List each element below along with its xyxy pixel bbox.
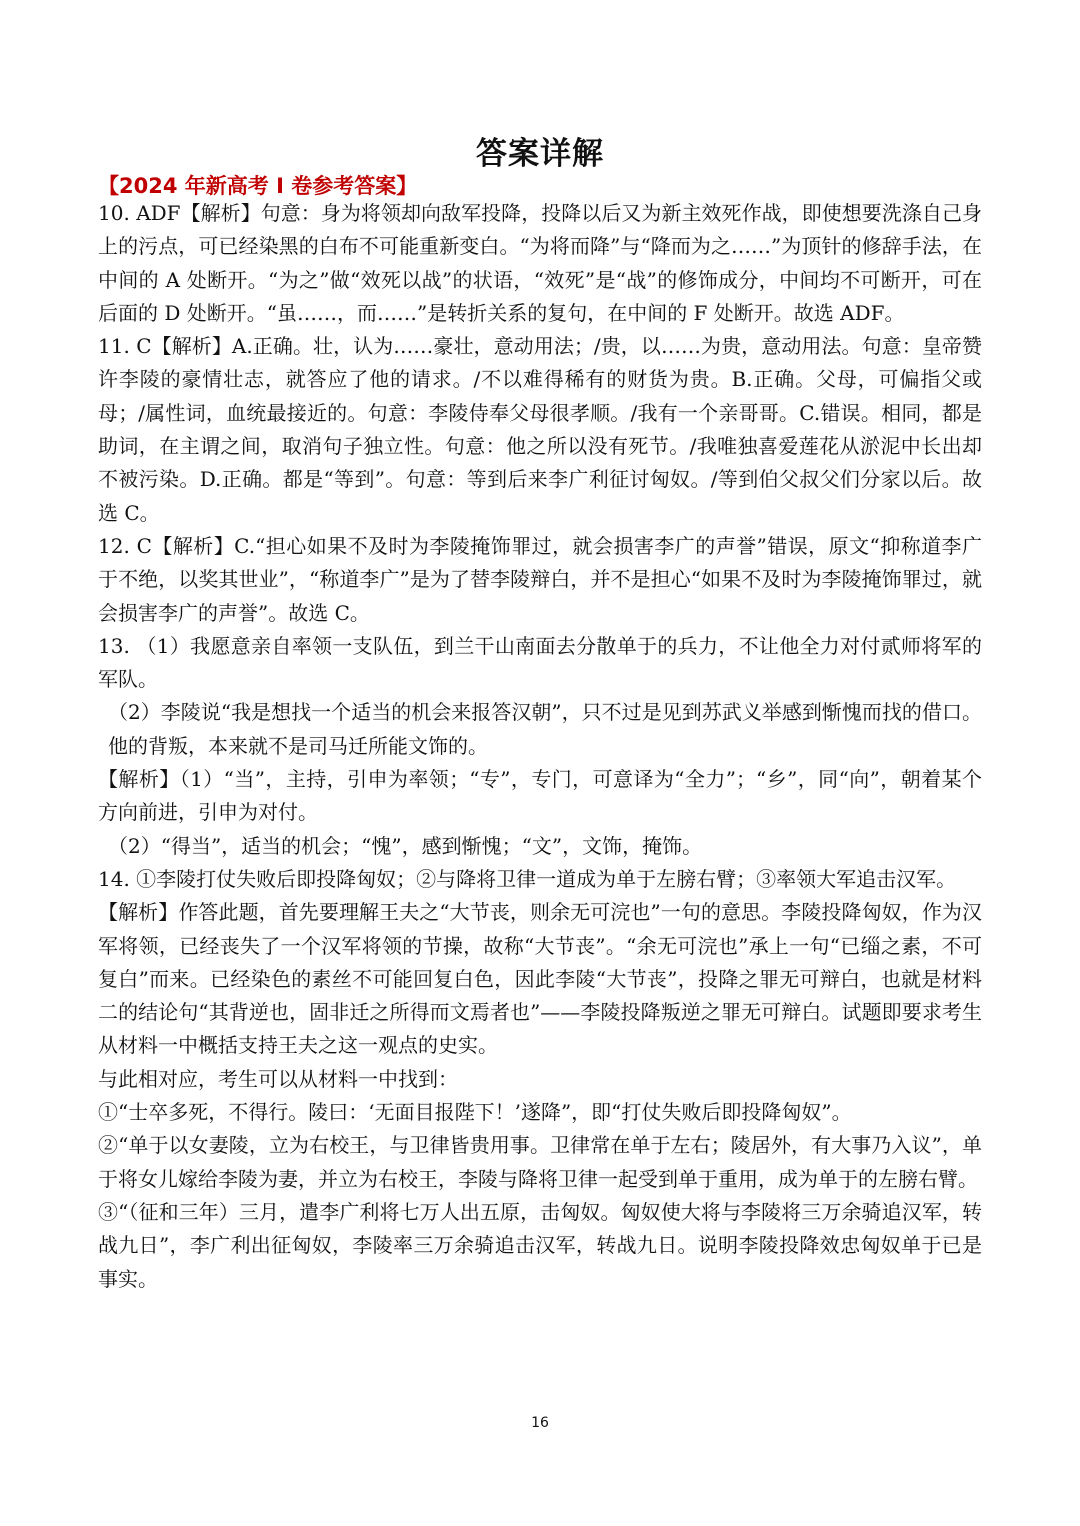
answer-14-point-2: ②“单于以女妻陵，立为右校王，与卫律皆贵用事。卫律常在单于左右；陵居外，有大事乃入议”，单于将女儿嫁给李陵为妻，并立为右校王，李陵与降将卫律一起受到单于重用，成为单于的左膀右臂。 <box>98 1133 982 1191</box>
answer-14-intro: 与此相对应，考生可以从材料一中找到： <box>98 1066 458 1091</box>
answer-14-point-3: ③“（征和三年）三月，遣李广利将七万人出五原，击匈奴。匈奴使大将与李陵将三万余骑追汉军，转战九日”，李广利出征匈奴，李陵率三万余骑追击汉军，转战九日。说明李陵投降效忠匈奴单于已是事实。 <box>98 1199 982 1291</box>
page-number: 16 <box>531 1415 549 1431</box>
answer-13-analysis: 【解析】（1）“当”，主持，引申为率领；“专”，专门，可意译为“全力”；“乡”，同“向”，朝着某个方向前进，引申为对付。 <box>98 767 982 825</box>
answer-13-part-1: 13. （1）我愿意亲自率领一支队伍，到兰干山南面去分散单于的兵力，不让他全力对付贰师将军的军队。 <box>98 633 982 692</box>
answer-13-analysis-2: （2）“得当”，适当的机会；“愧”，感到惭愧；“文”，文饰，掩饰。 <box>108 833 703 858</box>
answer-12: 12. C【解析】C.“担心如果不及时为李陵掩饰罪过，就会损害李广的声誉”错误，原文“抑称道李广于不绝，以奖其世业”，“称道李广”是为了替李陵辩白，并不是担心“如果不及时为李陵掩饰罪过，就会损害李广的声誉”。故选 C。 <box>98 533 982 625</box>
answer-14-point-1: ①“士卒多死，不得行。陵曰：‘无面目报陛下！’遂降”，即“打仗失败后即投降匈奴”。 <box>98 1100 852 1125</box>
answer-14-analysis: 【解析】作答此题，首先要理解王夫之“大节丧，则余无可浣也”一句的意思。李陵投降匈奴，作为汉军将领，已经丧失了一个汉军将领的节操，故称“大节丧”。“余无可浣也”承上一句“已缁之素，不可复白”而来。已经染色的素丝不可能回复白色，因此李陵“大节丧”，投降之罪无可辩白，也就是材料二的结论句“其背逆也，固非迁之所得而文焉者也”——李陵投降叛逆之罪无可辩白。试题即要求考生从材料一中概括支持王夫之这一观点的史实。 <box>98 900 982 1058</box>
answer-content <box>98 197 982 1296</box>
answer-13-part-2: （2）李陵说“我是想找一个适当的机会来报答汉朝”，只不过是见到苏武义举感到惭愧而找的借口。他的背叛，本来就不是司马迁所能文饰的。 <box>108 700 982 758</box>
section-header: 【2024 年新高考 I 卷参考答案】 <box>98 174 418 198</box>
answer-11: 11. C【解析】A.正确。壮，认为……豪壮，意动用法；/贵，以……为贵，意动用法。句意：皇帝赞许李陵的豪情壮志，就答应了他的请求。/不以难得稀有的财货为贵。B.正确。父母，可偏指父或母；/属性词，血统最接近的。句意：李陵侍奉父母很孝顺。/我有一个亲哥哥。C.错误。相同，都是助词，在主谓之间，取消句子独立性。句意：他之所以没有死节。/我唯独喜爱莲花从淤泥中长出却不被污染。D.正确。都是“等到”。句意：等到后来李广利征讨匈奴。/等到伯父叔父们分家以后。故选 C。 <box>98 334 982 525</box>
page-title: 答案详解 <box>476 136 604 172</box>
answer-10: 10. ADF【解析】句意：身为将领却向敌军投降，投降以后又为新主效死作战，即使想要洗涤自己身上的污点，可已经染黑的白布不可能重新变白。“为将而降”与“降而为之……”为顶针的修辞手法，在中间的 A 处断开。“为之”做“效死以战”的状语，“效死”是“战”的修饰成分，中间均不可断开，可在后面的 D 处断开。“虽……，而……”是转折关系的复句，在中间的 F 处断开。故选 ADF。 <box>98 201 982 325</box>
answer-14: 14. ①李陵打仗失败后即投降匈奴；②与降将卫律一道成为单于左膀右臂；③率领大军追击汉军。 <box>98 866 957 891</box>
